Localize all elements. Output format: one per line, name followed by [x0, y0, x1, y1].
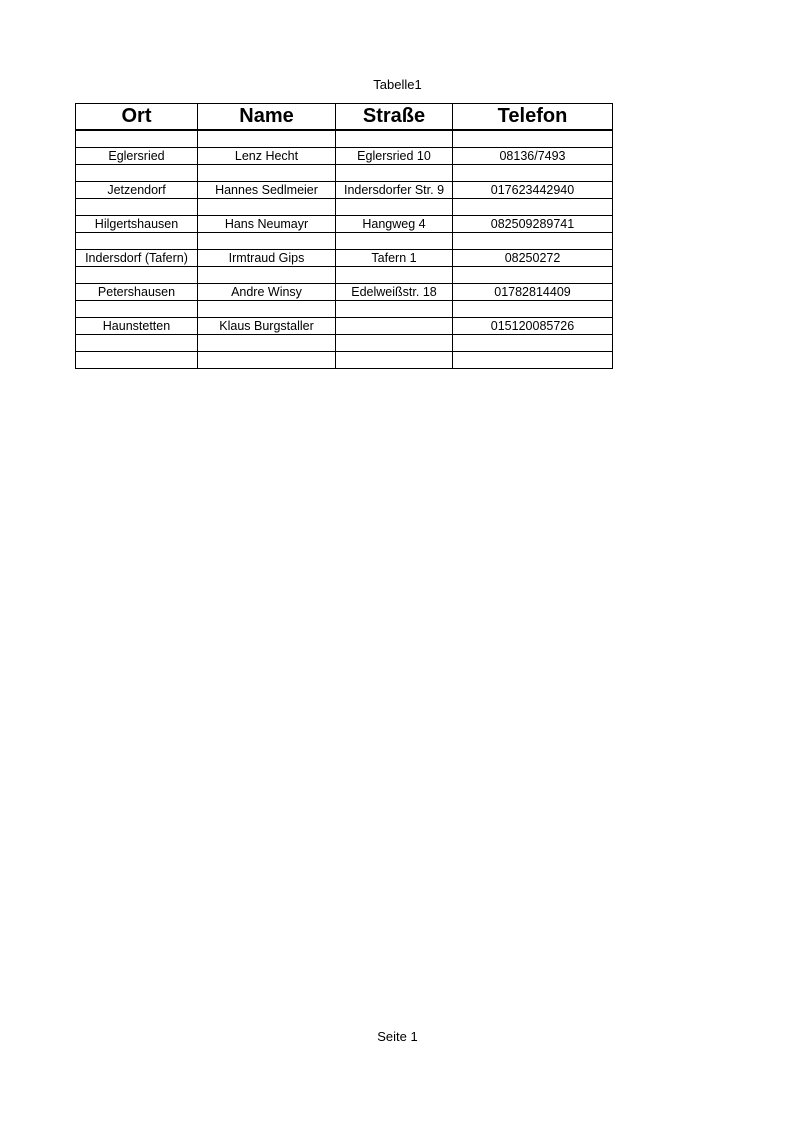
header-ort: Ort [76, 104, 198, 131]
cell-name [198, 335, 336, 352]
cell-telefon [453, 233, 613, 250]
cell-name [198, 267, 336, 284]
cell-strasse: Hangweg 4 [336, 216, 453, 233]
sheet-title: Tabelle1 [373, 77, 422, 92]
cell-telefon: 017623442940 [453, 182, 613, 199]
cell-ort: Haunstetten [76, 318, 198, 335]
cell-name [198, 130, 336, 148]
cell-telefon: 01782814409 [453, 284, 613, 301]
cell-telefon [453, 335, 613, 352]
table-row [76, 130, 613, 148]
cell-ort: Hilgertshausen [76, 216, 198, 233]
table-row [76, 148, 613, 165]
header-row [76, 104, 613, 131]
cell-name: Andre Winsy [198, 284, 336, 301]
cell-ort [76, 352, 198, 369]
cell-ort [76, 199, 198, 216]
cell-ort [76, 267, 198, 284]
header-telefon: Telefon [453, 104, 613, 131]
table-row [76, 182, 613, 199]
cell-telefon [453, 165, 613, 182]
cell-ort: Petershausen [76, 284, 198, 301]
table-row [76, 352, 613, 369]
cell-telefon [453, 352, 613, 369]
cell-strasse [336, 301, 453, 318]
table-row [76, 199, 613, 216]
cell-telefon: 08250272 [453, 250, 613, 267]
cell-telefon: 08136/7493 [453, 148, 613, 165]
cell-strasse: Indersdorfer Str. 9 [336, 182, 453, 199]
cell-strasse [336, 335, 453, 352]
cell-name [198, 301, 336, 318]
contact-table [75, 103, 613, 369]
cell-telefon: 015120085726 [453, 318, 613, 335]
header-strasse: Straße [336, 104, 453, 131]
cell-name [198, 352, 336, 369]
cell-name: Hannes Sedlmeier [198, 182, 336, 199]
table-row [76, 335, 613, 352]
cell-ort [76, 335, 198, 352]
cell-strasse [336, 199, 453, 216]
table-row [76, 284, 613, 301]
cell-strasse [336, 318, 453, 335]
cell-name [198, 233, 336, 250]
cell-ort [76, 165, 198, 182]
cell-name [198, 165, 336, 182]
header-name: Name [198, 104, 336, 131]
cell-ort: Eglersried [76, 148, 198, 165]
cell-strasse: Eglersried 10 [336, 148, 453, 165]
table-row [76, 216, 613, 233]
table-row [76, 318, 613, 335]
cell-strasse: Tafern 1 [336, 250, 453, 267]
table-row [76, 165, 613, 182]
cell-strasse [336, 165, 453, 182]
page-footer: Seite 1 [377, 1029, 418, 1044]
cell-ort [76, 233, 198, 250]
cell-telefon [453, 267, 613, 284]
table-row [76, 233, 613, 250]
cell-telefon [453, 301, 613, 318]
cell-telefon [453, 130, 613, 148]
table-row [76, 301, 613, 318]
cell-telefon [453, 199, 613, 216]
cell-name: Irmtraud Gips [198, 250, 336, 267]
cell-strasse: Edelweißstr. 18 [336, 284, 453, 301]
cell-name: Lenz Hecht [198, 148, 336, 165]
cell-name: Hans Neumayr [198, 216, 336, 233]
cell-ort [76, 130, 198, 148]
cell-strasse [336, 267, 453, 284]
cell-ort: Jetzendorf [76, 182, 198, 199]
cell-telefon: 082509289741 [453, 216, 613, 233]
table-row [76, 267, 613, 284]
table-row [76, 250, 613, 267]
cell-ort [76, 301, 198, 318]
cell-strasse [336, 130, 453, 148]
cell-ort: Indersdorf (Tafern) [76, 250, 198, 267]
cell-name [198, 199, 336, 216]
cell-name: Klaus Burgstaller [198, 318, 336, 335]
cell-strasse [336, 233, 453, 250]
cell-strasse [336, 352, 453, 369]
